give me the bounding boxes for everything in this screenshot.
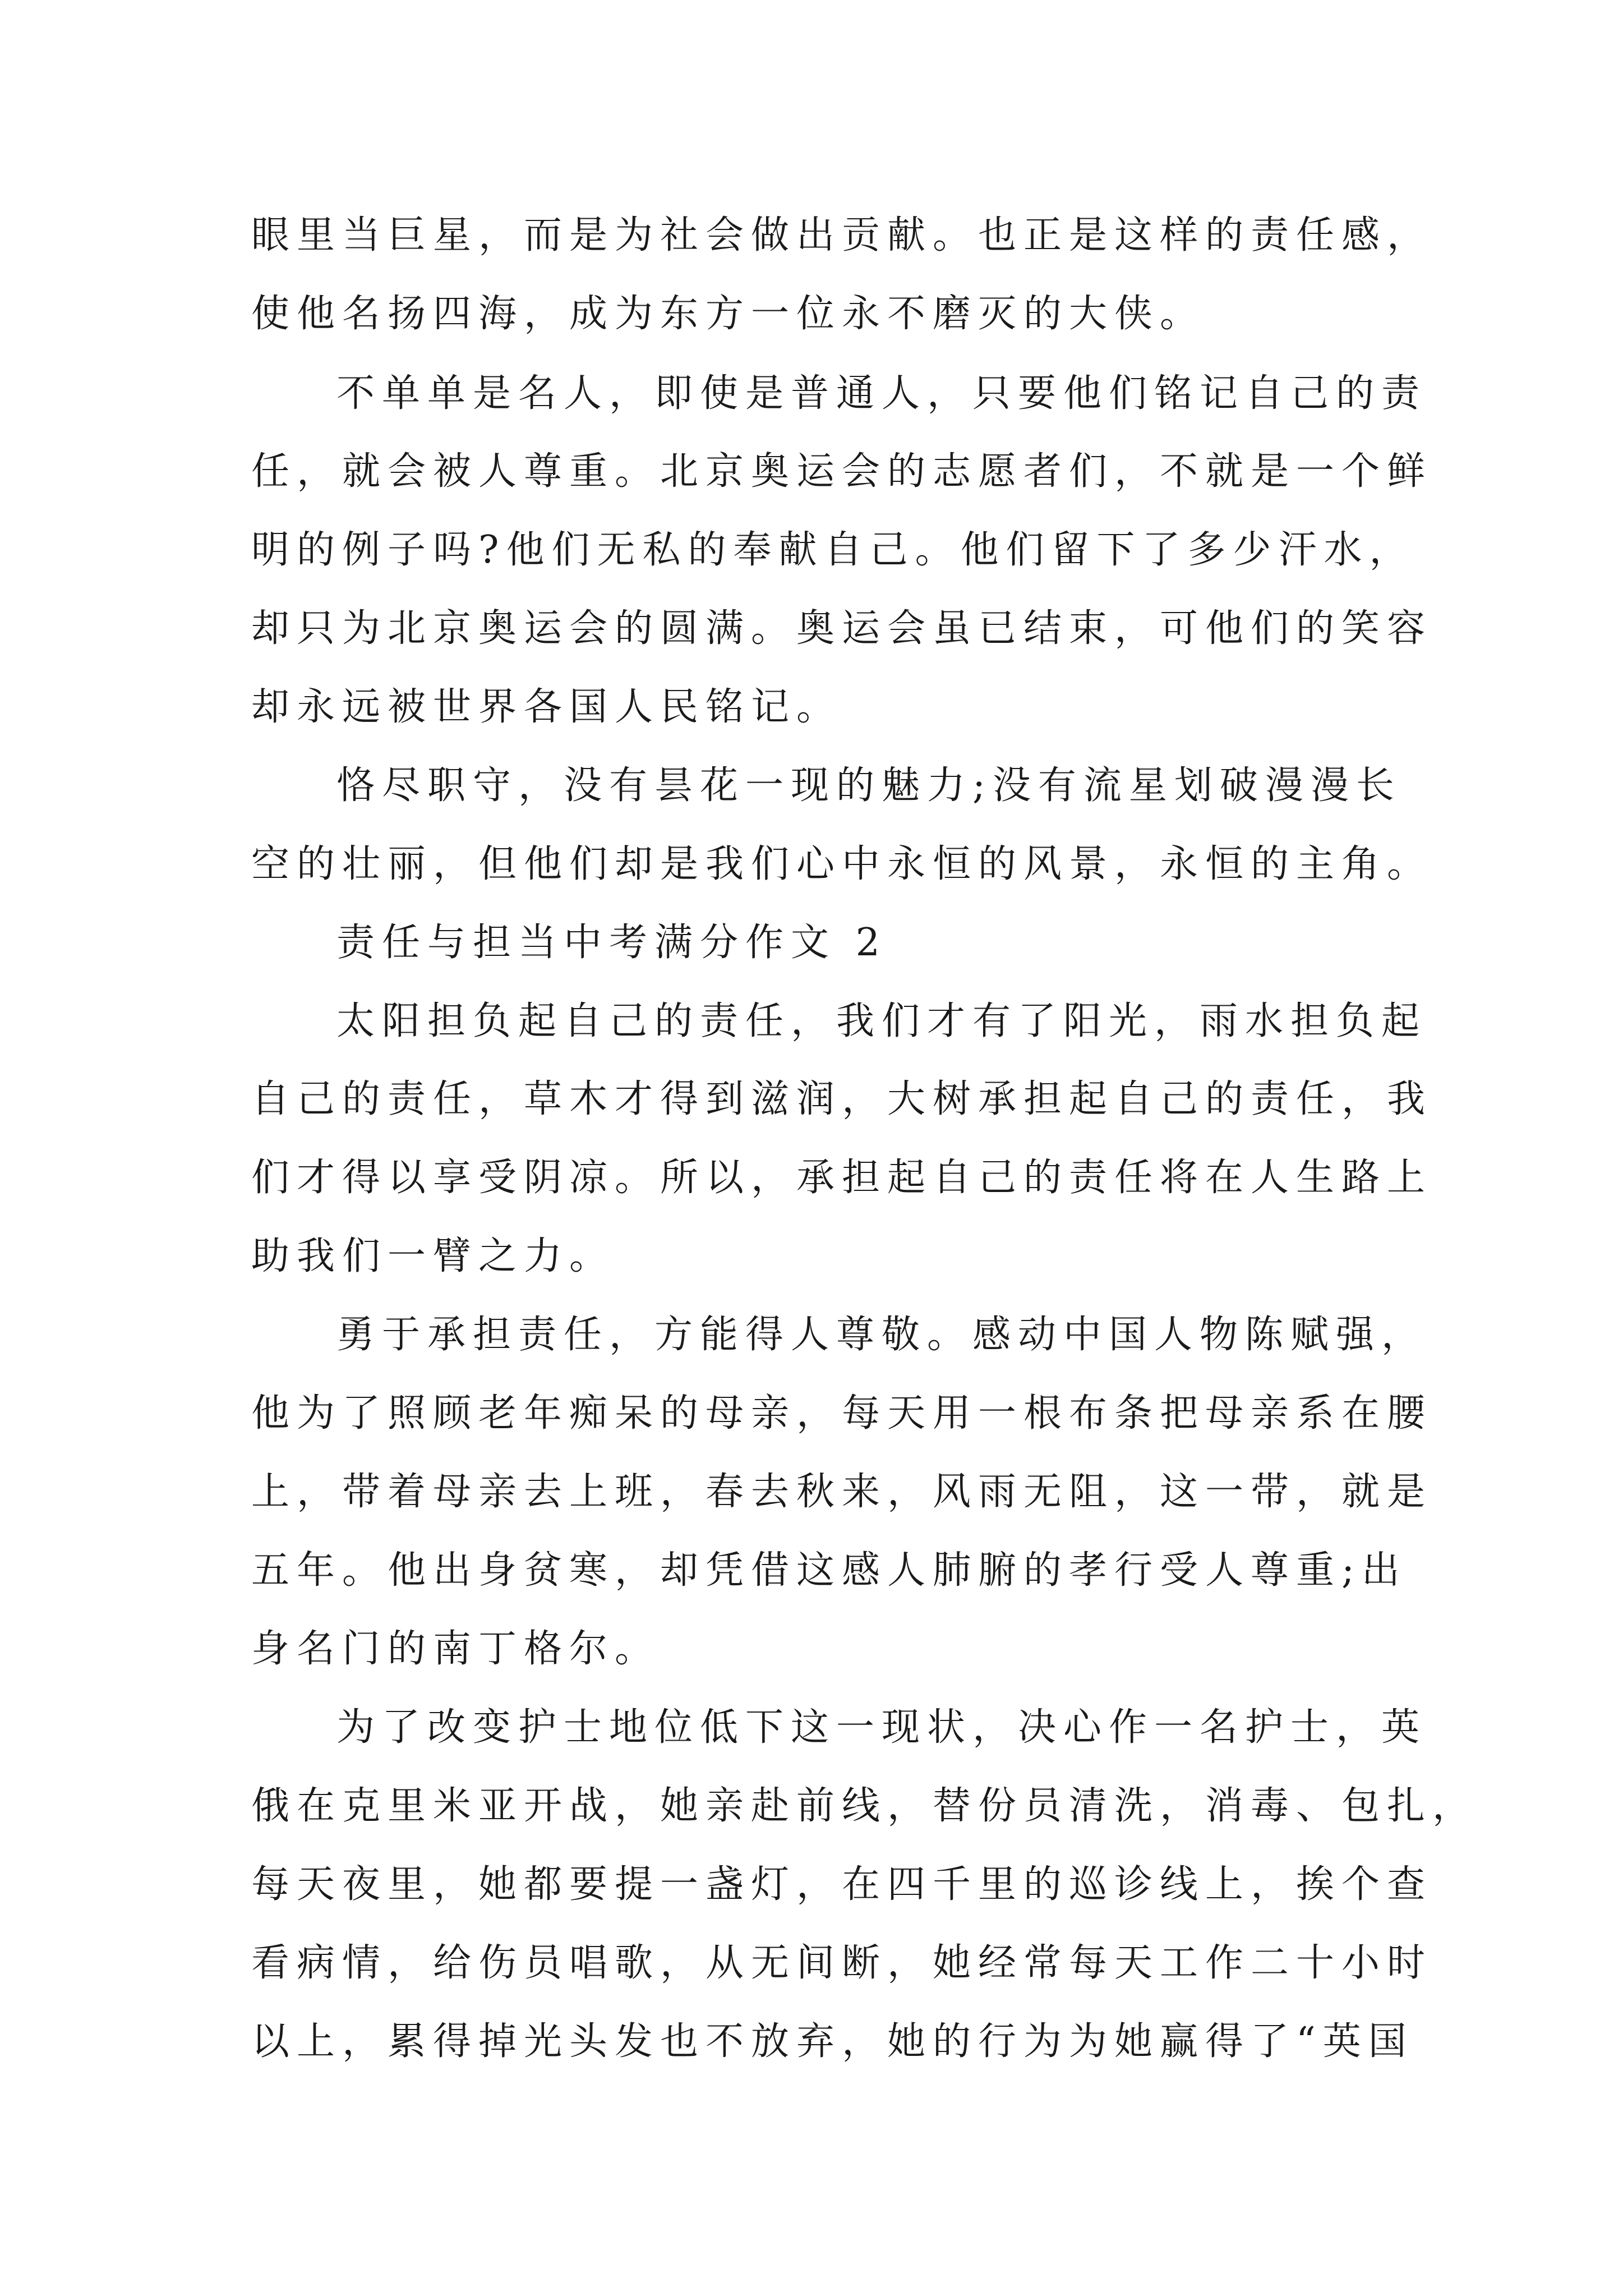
text-line: 眼里当巨星，而是为社会做出贡献。也正是这样的责任感， <box>251 213 1433 257</box>
text-line: 上，带着母亲去上班，春去秋来，风雨无阻，这一带，就是 <box>251 1470 1433 1514</box>
paragraph-first-line: 太阳担负起自己的责任，我们才有了阳光，雨水担负起 <box>336 999 1427 1043</box>
text-line: 俄在克里米亚开战，她亲赴前线，替份员清洗，消毒、包扎， <box>251 1784 1478 1828</box>
text-line: 以上，累得掉光头发也不放弃，她的行为为她赢得了“英国 <box>251 2019 1414 2064</box>
text-line: 明的例子吗?他们无私的奉献自己。他们留下了多少汗水， <box>251 528 1415 572</box>
text-line: 空的壮丽，但他们却是我们心中永恒的风景，永恒的主角。 <box>251 842 1433 886</box>
paragraph-first-line: 勇于承担责任，方能得人尊敬。感动中国人物陈赋强， <box>336 1313 1427 1357</box>
text-line: 助我们一臂之力。 <box>251 1234 615 1278</box>
text-line: 身名门的南丁格尔。 <box>251 1627 661 1671</box>
paragraph-first-line: 恪尽职守，没有昙花一现的魅力;没有流星划破漫漫长 <box>336 763 1401 808</box>
text-line: 五年。他出身贫寒，却凭借这感人肺腑的孝行受人尊重;出 <box>251 1548 1407 1593</box>
paragraph-first-line: 不单单是名人，即使是普通人，只要他们铭记自己的责 <box>336 371 1427 416</box>
text-line: 他为了照顾老年痴呆的母亲，每天用一根布条把母亲系在腰 <box>251 1391 1433 1435</box>
text-line: 使他名扬四海，成为东方一位永不磨灭的大侠。 <box>251 292 1206 336</box>
text-line: 却只为北京奥运会的圆满。奥运会虽已结束，可他们的笑容 <box>251 606 1433 651</box>
text-line: 们才得以享受阴凉。所以，承担起自己的责任将在人生路上 <box>251 1156 1433 1200</box>
section-heading: 责任与担当中考满分作文 2 <box>336 921 887 965</box>
paragraph-first-line: 为了改变护士地位低下这一现状，决心作一名护士，英 <box>336 1705 1427 1750</box>
text-line: 每天夜里，她都要提一盏灯，在四千里的巡诊线上，挨个查 <box>251 1862 1433 1907</box>
text-line: 自己的责任，草木才得到滋润，大树承担起自己的责任，我 <box>251 1077 1433 1121</box>
text-line: 任，就会被人尊重。北京奥运会的志愿者们，不就是一个鲜 <box>251 449 1433 494</box>
text-line: 却永远被世界各国人民铭记。 <box>251 685 842 729</box>
text-line: 看病情，给伤员唱歌，从无间断，她经常每天工作二十小时 <box>251 1941 1433 1985</box>
